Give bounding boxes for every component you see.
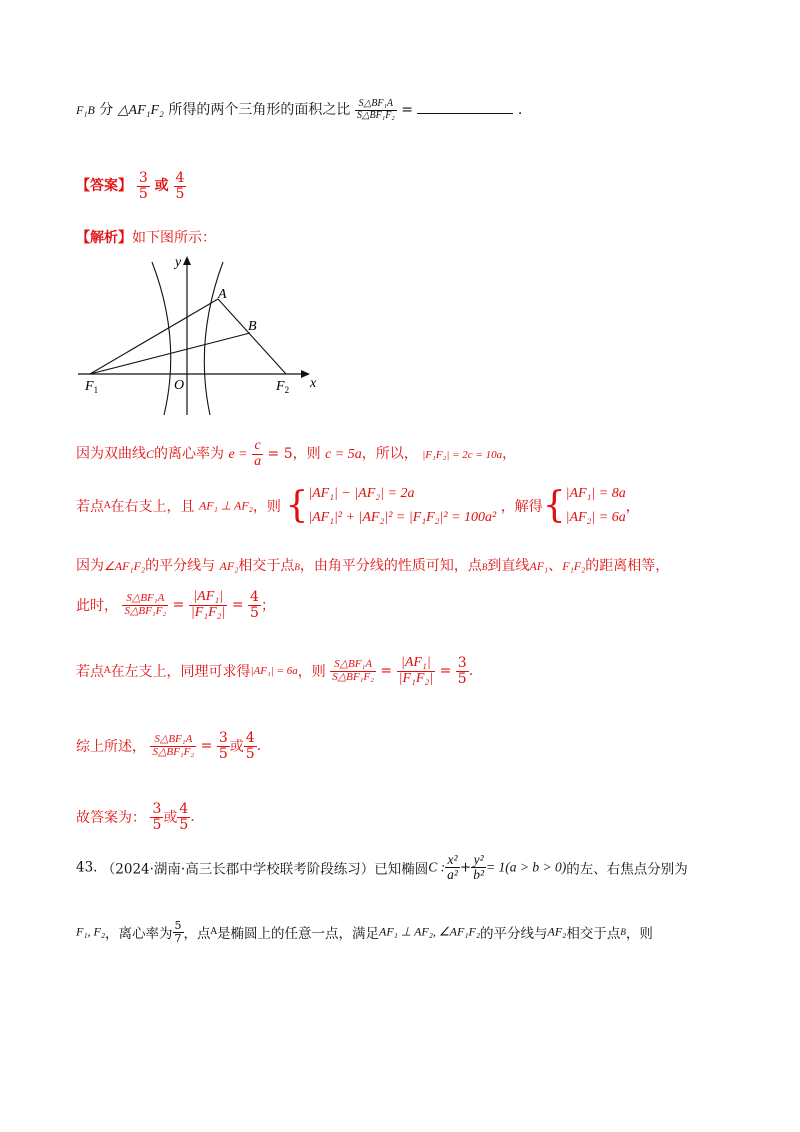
q43-y-den: b²	[473, 867, 485, 883]
s2-text-c: ，则	[252, 498, 281, 515]
s4-length-ratio	[189, 590, 228, 620]
s6-or: 或	[229, 739, 244, 756]
s7-fraction-1	[150, 802, 163, 832]
s5-fraction	[456, 656, 469, 686]
answer-line	[76, 171, 186, 201]
s6-f1-den: 5	[218, 745, 228, 762]
s3-text-f: 、	[548, 558, 563, 574]
q43-x-den: a²	[447, 867, 458, 883]
q43-y-num: y²	[473, 852, 484, 867]
area-ratio-numerator: S△BF₁A	[358, 98, 394, 109]
label-x: x	[310, 376, 317, 391]
q43-foci: F₁, F₂	[76, 924, 106, 939]
solution-line-4	[76, 590, 275, 620]
q43-ecc-den: 7	[174, 931, 182, 945]
area-ratio-denominator: S△BF₁F₂	[356, 109, 395, 121]
s2-solution-system	[566, 482, 626, 530]
s6-area-den: S△BF₁F₂	[152, 745, 195, 758]
s1-curve-c: C	[146, 447, 155, 462]
s4-area-num: S△BF₁A	[126, 592, 165, 605]
s6-f1-num: 3	[218, 730, 228, 746]
s3-text-d: ，由角平分线的性质可知，点	[299, 558, 482, 574]
s1-eq5: = 5，则	[267, 446, 321, 463]
label-b: B	[248, 319, 257, 334]
s3-text-c: 相交于点	[238, 558, 295, 574]
s5-eq: =	[380, 663, 393, 680]
solution-line-6	[76, 731, 261, 761]
hyperbola-right-branch	[204, 262, 223, 415]
q43-source: （2024·湖南·高三长郡中学校联考阶段练习）已知椭圆	[101, 861, 429, 878]
q43-then: ，则	[625, 926, 653, 943]
s2-end: ，	[625, 498, 640, 515]
s2-text-d: ，解得	[500, 498, 543, 515]
solution-line-3	[76, 555, 669, 575]
answer-fraction-2	[174, 171, 187, 201]
segment-a-f2	[218, 299, 286, 374]
equals-sign: =	[401, 102, 413, 118]
s2-sol-1: |AF₁| = 8a	[565, 486, 626, 501]
s5-point-a: A	[104, 666, 111, 677]
q43-tail: 的左、右焦点分别为	[566, 861, 688, 878]
s4-area-den: S△BF₁F₂	[124, 604, 167, 617]
s6-fraction-2	[244, 731, 257, 761]
s4-eq: =	[172, 597, 185, 614]
label-f1: $F_1$	[85, 379, 99, 395]
analysis-text: 如下图所示：	[132, 230, 216, 246]
s4-len-den: |F₁F₂|	[190, 604, 226, 620]
segment-f1b: F₁B	[76, 103, 95, 117]
s5-area-ratio	[330, 659, 376, 683]
s5-text-b: 在左支上，同理可求得	[110, 664, 251, 681]
answer-f1-den: 5	[138, 185, 148, 202]
q43-ecc-num: 5	[174, 919, 182, 932]
analysis-tag: 【解析】	[76, 230, 132, 246]
s6-area-num: S△BF₁A	[154, 733, 193, 746]
s7-f1-num: 3	[152, 801, 162, 817]
s2-sol-2: |AF₂| = 6a	[565, 509, 626, 525]
s2-system-brace: {	[285, 484, 309, 526]
q43-ellipse-c: C :	[428, 859, 446, 875]
s5-eq2: =	[439, 663, 452, 680]
s6-f2-num: 4	[245, 730, 255, 746]
s2-eq-2: |AF₁|² + |AF₂|² = |F₁F₂|² = 100a²	[308, 509, 497, 525]
triangle-af1f2: △AF₁F₂	[117, 103, 164, 118]
hyperbola-left-branch	[152, 262, 171, 415]
solution-line-1	[76, 439, 516, 469]
s3-line-af1: AF₁	[529, 559, 549, 573]
s3-af2: AF₂	[219, 559, 239, 573]
s7-end: .	[190, 809, 195, 826]
q43-af2: AF₂	[547, 924, 567, 939]
s4-eq2: =	[231, 597, 244, 614]
label-a: A	[218, 287, 227, 302]
s2-eq-1: |AF₁| − |AF₂| = 2a	[308, 486, 415, 501]
solution-line-5	[76, 656, 473, 686]
s5-length-ratio	[397, 656, 436, 686]
question-tail-line	[76, 99, 522, 121]
s6-eq: =	[200, 738, 213, 755]
answer-tag: 【答案】	[76, 178, 132, 195]
s5-frac-den: 5	[457, 670, 467, 687]
q43-perp-condition: AF₁ ⊥ AF₂, ∠AF₁F₂	[379, 924, 481, 939]
s1-e-eq: e =	[228, 447, 248, 463]
s1-f1f2: |F₁F₂| = 2c = 10a	[422, 449, 503, 462]
s6-area-ratio	[150, 734, 196, 758]
label-o: O	[174, 378, 185, 393]
q43-eccentricity	[173, 920, 184, 944]
q43-arbitrary-text: 是椭圆上的任意一点，满足	[217, 926, 380, 943]
s3-text-b: 的平分线与	[145, 558, 216, 574]
answer-blank	[417, 101, 513, 114]
s3-text-a: 因为	[76, 558, 104, 574]
s1-c5a: c = 5a	[325, 447, 362, 463]
s4-value	[248, 590, 261, 620]
s7-fraction-2	[177, 802, 190, 832]
s6-fraction-1	[217, 731, 230, 761]
s7-f2-den: 5	[179, 816, 189, 833]
analysis-line	[76, 227, 216, 247]
s4-area-ratio	[122, 593, 168, 617]
label-y: y	[175, 255, 182, 270]
question-43-line-2	[76, 920, 653, 944]
s1-a: a	[254, 453, 262, 469]
s4-end: ；	[260, 598, 275, 615]
s5-area-num: S△BF₁A	[334, 658, 373, 671]
q43-point-a: A	[210, 927, 218, 938]
s6-f2-den: 5	[245, 745, 255, 762]
s3-point-b-2: B	[481, 562, 488, 572]
s1-c-over-a	[252, 439, 263, 469]
s2-point-a: A	[104, 500, 111, 511]
q43-bisector-text: 的平分线与	[480, 926, 548, 943]
s2-text-b: 在右支上，且	[110, 498, 195, 515]
s5-frac-num: 3	[457, 655, 467, 671]
s4-value-num: 4	[250, 589, 259, 605]
q43-intersect-text: 相交于点	[566, 926, 621, 943]
s3-text-g: 的距离相等，	[585, 558, 670, 574]
s2-solution-brace: {	[542, 484, 566, 526]
q43-number: 43.	[76, 859, 98, 876]
q43-ecc-text: ，离心率为	[105, 926, 173, 943]
y-axis-arrow	[183, 256, 191, 265]
s1-text-d: ，所以，	[361, 446, 418, 463]
segment-f1-a	[90, 299, 218, 374]
s5-len-num: |AF₁|	[401, 655, 431, 670]
s5-text-c: ，则	[297, 664, 326, 681]
s3-line-f1f2: F₁F₂	[562, 559, 586, 573]
q43-plus: +	[459, 859, 472, 876]
s1-c: c	[254, 438, 261, 453]
answer-f2-den: 5	[175, 185, 185, 202]
area-ratio-fraction	[355, 99, 397, 121]
solution-line-7	[76, 802, 195, 832]
s3-angle: ∠AF₁F₂	[104, 559, 146, 573]
s5-end: .	[468, 663, 474, 680]
answer-fraction-1	[137, 171, 150, 201]
label-f2: $F_2$	[276, 379, 290, 395]
s5-area-den: S△BF₁F₂	[332, 670, 374, 683]
s4-len-num: |AF₁|	[193, 589, 223, 604]
q43-point-text: ，点	[183, 926, 211, 943]
s1-text-b: 的离心率为	[154, 446, 225, 463]
s4-text-a: 此时，	[76, 598, 118, 615]
question-text: 所得的两个三角形的面积之比	[168, 102, 351, 118]
s3-point-b: B	[294, 562, 300, 572]
hyperbola-figure	[70, 250, 330, 420]
s5-value: |AF₁| = 6a	[250, 665, 298, 678]
answer-or: 或	[154, 178, 169, 195]
q43-y-term	[471, 853, 486, 882]
s6-text-a: 综上所述，	[76, 739, 146, 756]
s6-end: .	[256, 738, 262, 755]
answer-f2-num: 4	[175, 170, 185, 186]
q43-condition: = 1(a > b > 0)	[486, 859, 567, 875]
q43-x-term	[445, 853, 460, 882]
s2-perp: AF₁ ⊥ AF₂	[198, 498, 253, 513]
x-axis-arrow	[301, 370, 310, 378]
s5-text-a: 若点	[76, 664, 104, 681]
s4-value-den: 5	[250, 604, 259, 621]
s7-f1-den: 5	[152, 816, 162, 833]
s3-text-e: 到直线	[487, 558, 530, 574]
solution-line-2	[76, 482, 640, 530]
s1-text-a: 因为双曲线	[76, 446, 146, 463]
s7-f2-num: 4	[179, 801, 189, 817]
s5-len-den: |F₁F₂|	[398, 670, 434, 686]
s7-text-a: 故答案为：	[76, 810, 146, 827]
q43-x-num: x²	[447, 852, 458, 867]
s2-text-a: 若点	[76, 498, 104, 515]
question-43-line-1	[76, 853, 688, 882]
word-fen: 分	[99, 102, 114, 118]
q43-point-b: B	[620, 927, 626, 938]
period: .	[517, 102, 523, 118]
s7-or: 或	[163, 810, 178, 827]
s1-end: ，	[502, 446, 517, 463]
answer-f1-num: 3	[138, 170, 148, 186]
s2-equation-system	[308, 482, 496, 530]
